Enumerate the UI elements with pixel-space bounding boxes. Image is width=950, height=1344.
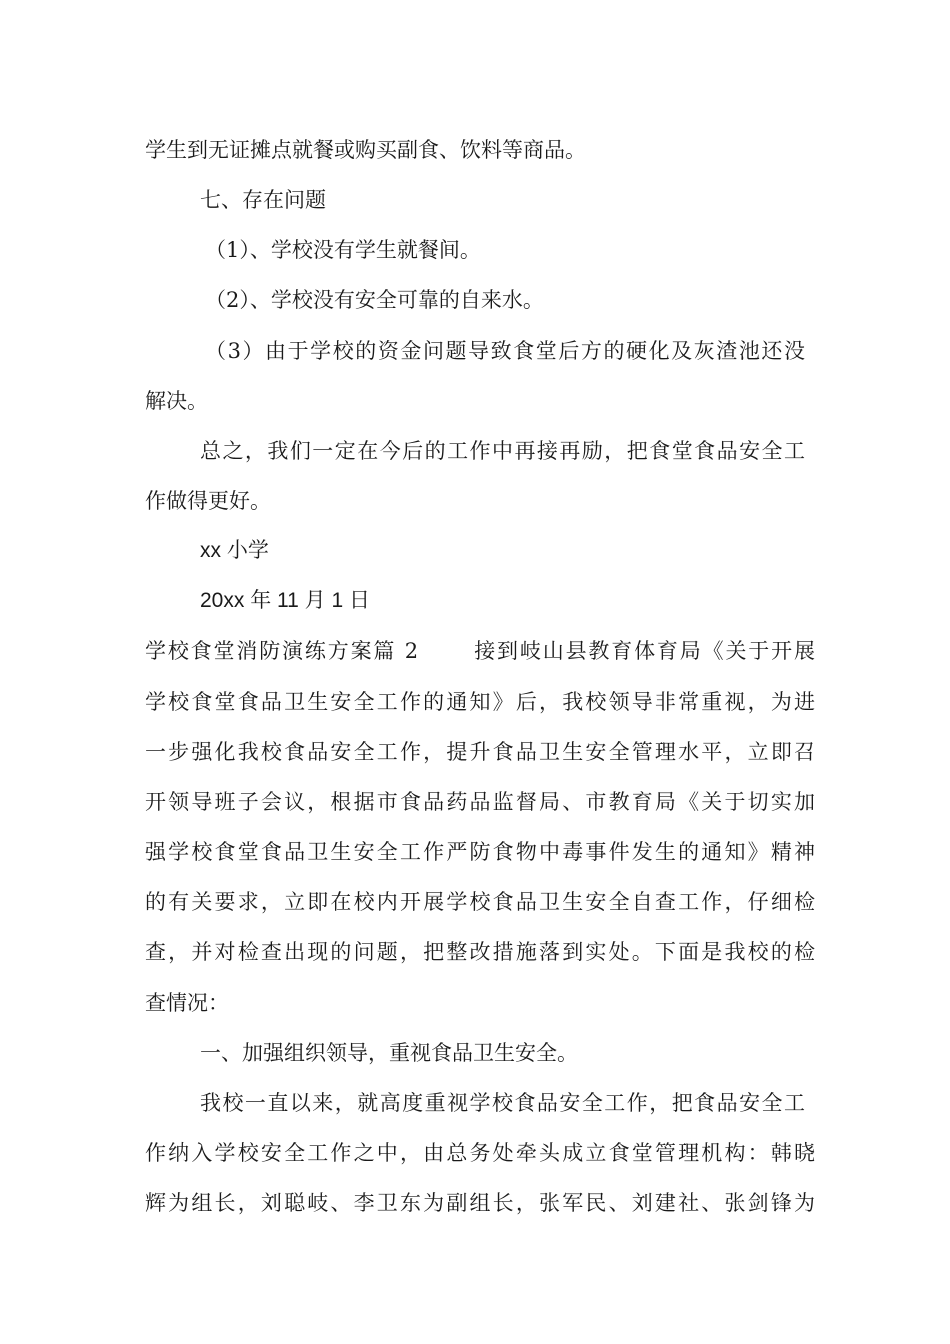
paragraph-line: 辉为组长，刘聪岐、李卫东为副组长，张军民、刘建社、张剑锋为 xyxy=(145,1191,815,1215)
paragraph-line: 作纳入学校安全工作之中，由总务处牵头成立食堂管理机构：韩晓 xyxy=(145,1141,815,1165)
paragraph-line: 我校一直以来，就高度重视学校食品安全工作，把食品安全工 xyxy=(200,1091,805,1115)
paragraph-line: 查情况： xyxy=(145,991,229,1015)
paragraph-line: 一步强化我校食品安全工作，提升食品卫生安全管理水平，立即召 xyxy=(145,740,815,764)
list-item: （1）、学校没有学生就餐间。 xyxy=(205,238,481,262)
paragraph-line: 的有关要求，立即在校内开展学校食品卫生安全自查工作，仔细检 xyxy=(145,890,815,914)
paragraph-line: 查，并对检查出现的问题，把整改措施落到实处。下面是我校的检 xyxy=(145,940,815,964)
section-heading: 一、加强组织领导，重视食品卫生安全。 xyxy=(200,1041,578,1065)
paragraph-line: 总之，我们一定在今后的工作中再接再励，把食堂食品安全工 xyxy=(200,439,805,463)
section-heading: 七、存在问题 xyxy=(200,188,326,212)
signature-school: xx 小学 xyxy=(200,539,269,562)
paragraph-line: 解决。 xyxy=(145,389,208,413)
paragraph-line: 学校食堂消防演练方案篇 2 接到岐山县教育体育局《关于开展 xyxy=(145,639,815,663)
paragraph-line: 学生到无证摊点就餐或购买副食、饮料等商品。 xyxy=(145,138,586,162)
paragraph-line: 作做得更好。 xyxy=(145,489,271,513)
paragraph-line: 强学校食堂食品卫生安全工作严防食物中毒事件发生的通知》精神 xyxy=(145,840,815,864)
paragraph-line: 学校食堂食品卫生安全工作的通知》后，我校领导非常重视，为进 xyxy=(145,690,815,714)
list-item: （2）、学校没有安全可靠的自来水。 xyxy=(205,288,544,312)
signature-date: 20xx 年 11 月 1 日 xyxy=(200,589,371,612)
paragraph-line: 开领导班子会议，根据市食品药品监督局、市教育局《关于切实加 xyxy=(145,790,815,814)
list-item: （3）由于学校的资金问题导致食堂后方的硬化及灰渣池还没 xyxy=(205,339,805,363)
